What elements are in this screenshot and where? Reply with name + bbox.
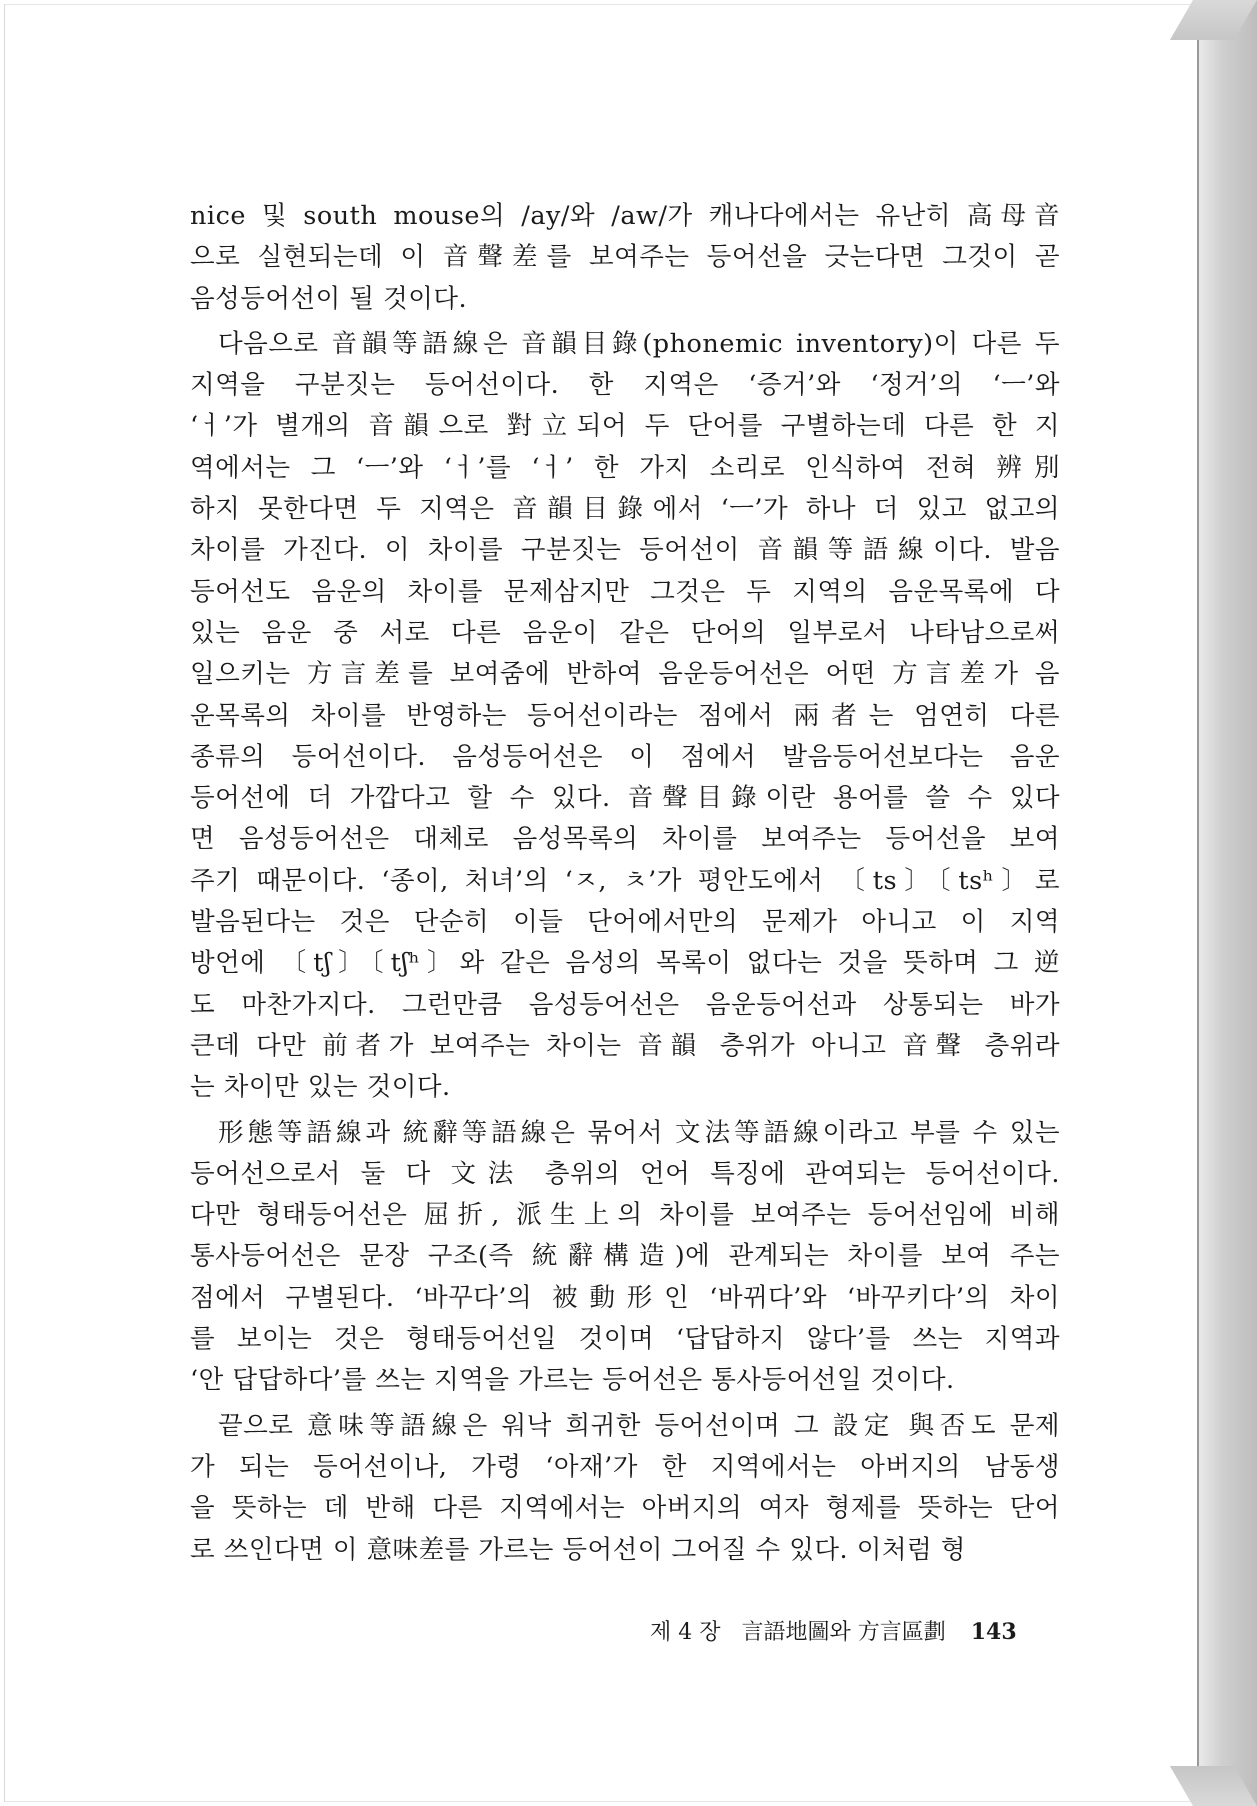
text-line: 도 마찬가지다. 그런만큼 음성등어선은 음운등어선과 상통되는 바가 xyxy=(190,989,1060,1020)
text-line: 지역을 구분짓는 등어선이다. 한 지역은 ‘증거’와 ‘정거’의 ‘ㅡ’와 xyxy=(190,370,1060,401)
paragraph xyxy=(190,324,1060,1109)
text-line: 등어선에 더 가깝다고 할 수 있다. 音聲目錄이란 용어를 쓸 수 있다 xyxy=(190,783,1060,814)
text-line: 면 음성등어선은 대체로 음성목록의 차이를 보여주는 등어선을 보여 xyxy=(190,824,1060,855)
text-line: 를 보이는 것은 형태등어선일 것이며 ‘답답하지 않다’를 쓰는 지역과 xyxy=(190,1324,1060,1355)
text-line: 운목록의 차이를 반영하는 등어선이라는 점에서 兩者는 엄연히 다른 xyxy=(190,700,1060,731)
text-line: 으로 실현되는데 이 音聲差를 보여주는 등어선을 긋는다면 그것이 곧 xyxy=(190,242,1060,273)
text-line: 통사등어선은 문장 구조(즉 統辭構造)에 관계되는 차이를 보여 주는 xyxy=(190,1241,1060,1272)
text-line: nice 및 south mouse의 /ay/와 /aw/가 캐나다에서는 유난히 高母音 xyxy=(190,201,1060,231)
text-line: 일으키는 方言差를 보여줌에 반하여 음운등어선은 어떤 方言差가 음 xyxy=(190,659,1060,690)
text-line: 방언에 〔tʃ〕〔tʃʰ〕와 같은 음성의 목록이 없다는 것을 뜻하며 그 逆 xyxy=(190,948,1060,979)
page-footer xyxy=(650,1614,1070,1650)
text-line: 큰데 다만 前者가 보여주는 차이는 音韻 층위가 아니고 音聲 층위라 xyxy=(190,1030,1060,1061)
text-line: ‘ㅓ’가 별개의 音韻으로 對立되어 두 단어를 구별하는데 다른 한 지 xyxy=(190,411,1060,442)
body-text xyxy=(190,196,1060,1571)
text-line: 하지 못한다면 두 지역은 音韻目錄에서 ‘ㅡ’가 하나 더 있고 없고의 xyxy=(190,494,1060,525)
text-line: 로 쓰인다면 이 意味差를 가르는 등어선이 그어질 수 있다. 이처럼 형 xyxy=(190,1534,966,1565)
text-line: 있는 음운 중 서로 다른 음운이 같은 단어의 일부로서 나타남으로써 xyxy=(190,617,1060,648)
footer-section-title: 言語地圖와 方言區劃 xyxy=(741,1620,946,1645)
text-line: 점에서 구별된다. ‘바꾸다’의 被動形인 ‘바뀌다’와 ‘바꾸키다’의 차이 xyxy=(190,1282,1060,1313)
text-line: 발음된다는 것은 단순히 이들 단어에서만의 문제가 아니고 이 지역 xyxy=(190,907,1060,938)
paragraph xyxy=(190,196,1060,320)
text-line: 가 되는 등어선이나, 가령 ‘아재’가 한 지역에서는 아버지의 남동생 xyxy=(190,1451,1060,1482)
text-line: 形態等語線과 統辭等語線은 묶어서 文法等語線이라고 부를 수 있는 xyxy=(218,1117,1060,1148)
text-line: 끝으로 意味等語線은 워낙 희귀한 등어선이며 그 設定 與否도 문제 xyxy=(218,1410,1060,1441)
paragraph xyxy=(190,1406,1060,1571)
text-line: 등어선도 음운의 차이를 문제삼지만 그것은 두 지역의 음운목록에 다 xyxy=(190,576,1060,607)
text-line: 차이를 가진다. 이 차이를 구분짓는 등어선이 音韻等語線이다. 발음 xyxy=(190,535,1060,566)
paragraph xyxy=(190,1113,1060,1402)
page-edge-shading xyxy=(1197,0,1257,1806)
text-line: 다음으로 音韻等語線은 音韻目錄(phonemic inventory)이 다른 두 xyxy=(218,328,1060,359)
text-line: ‘안 답답하다’를 쓰는 지역을 가르는 등어선은 통사등어선일 것이다. xyxy=(190,1365,955,1396)
text-line: 음성등어선이 될 것이다. xyxy=(190,283,468,314)
text-line: 다만 형태등어선은 屈折, 派生上의 차이를 보여주는 등어선임에 비해 xyxy=(190,1200,1060,1231)
footer-chapter: 제 4 장 xyxy=(650,1620,721,1645)
text-line: 주기 때문이다. ‘종이, 처녀’의 ‘ㅈ, ㅊ’가 평안도에서 〔ts〕〔tsʰ〕로 xyxy=(190,865,1060,896)
text-line: 는 차이만 있는 것이다. xyxy=(190,1072,451,1103)
text-line: 종류의 등어선이다. 음성등어선은 이 점에서 발음등어선보다는 음운 xyxy=(190,741,1060,772)
text-line: 을 뜻하는 데 반해 다른 지역에서는 아버지의 여자 형제를 뜻하는 단어 xyxy=(190,1493,1060,1524)
text-line: 역에서는 그 ‘ㅡ’와 ‘ㅓ’를 ‘ㅓ’ 한 가지 소리로 인식하여 전혀 辨別 xyxy=(190,452,1060,483)
page-number: 143 xyxy=(970,1619,1017,1645)
text-line: 등어선으로서 둘 다 文法 층위의 언어 특징에 관여되는 등어선이다. xyxy=(190,1158,1060,1189)
